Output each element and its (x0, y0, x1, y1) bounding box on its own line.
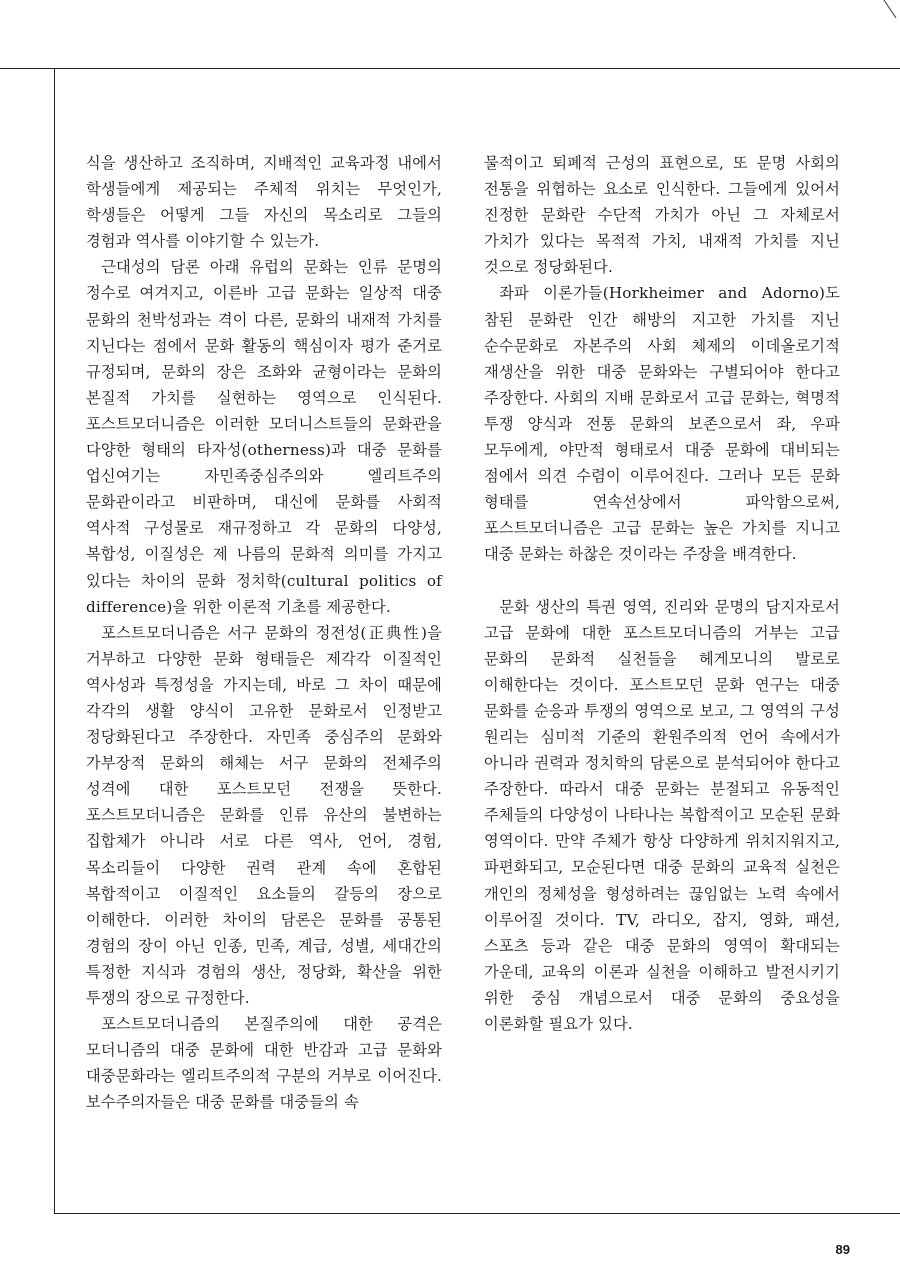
corner-crop-mark (882, 0, 898, 20)
paragraph: 포스트모더니즘의 본질주의에 대한 공격은 모더니즘의 대중 문화에 대한 반감과 고급 문화와 대중문화라는 엘리트주의적 구분의 거부로 이어진다. 보수주의자들은 대중 문화를 대중들의 속 (86, 1015, 442, 1112)
left-rule (54, 68, 55, 1213)
page-number: 89 (835, 1242, 850, 1257)
paragraph: 좌파 이론가들(Horkheimer and Adorno)도 참된 문화란 인간 해방의 지고한 가치를 지닌 순수문화로 자본주의 사회 체제의 이데올로기적 재생산을 위한 대중 문화와는 구별되어야 한다고 주장한다. 사회의 지배 문화로서 고급 문화는, 혁명적 투쟁 양식과 전통 문화의 보존으로서 좌, 우파 모두에게, 야만적 형태로서 대중 문화에 대비되는 점에서 의견 수렴이 이루어진다. 그러나 모든 문화 형태를 연속선상에서 파악함으로써, 포스트모더니즘은 고급 문화는 높은 가치를 지니고 대중 문화는 하찮은 것이라는 주장을 배격한다. (484, 284, 840, 564)
left-text-column (86, 150, 442, 1115)
paragraph: 물적이고 퇴폐적 근성의 표현으로, 또 문명 사회의 전통을 위협하는 요소로 인식한다. 그들에게 있어서 진정한 문화란 수단적 가치가 아닌 그 자체로서 가치가 있다는 목적적 가치, 내재적 가치를 지닌 것으로 정당화된다. (484, 154, 840, 277)
right-text-column (484, 150, 840, 1037)
paragraph: 문화 생산의 특권 영역, 진리와 문명의 담지자로서 고급 문화에 대한 포스트모더니즘의 거부는 고급 문화의 문화적 실천들을 헤게모니의 발로로 이해한다는 것이다. 포스트모던 문화 연구는 대중 문화를 순응과 투쟁의 영역으로 보고, 그 영역의 구성 원리는 심미적 기준의 환원주의적 언어 속에서가 아니라 권력과 정치학의 담론으로 분석되어야 한다고 주장한다. 따라서 대중 문화는 분절되고 유동적인 주체들의 다양성이 나타나는 복합적이고 모순된 문화 영역이다. 만약 주체가 항상 다양하게 위치지워지고, 파편화되고, 모순된다면 대중 문화의 교육적 실천은 개인의 정체성을 형성하려는 끊임없는 노력 속에서 이루어질 것이다. TV, 라디오, 잡지, 영화, 패션, 스포츠 등과 같은 대중 문화의 영역이 확대되는 가운데, 교육의 이론과 실천을 이해하고 발전시키기 위한 중심 개념으로서 대중 문화의 중요성을 이론화할 필요가 있다. (484, 597, 840, 1033)
paragraph: 식을 생산하고 조직하며, 지배적인 교육과정 내에서 학생들에게 제공되는 주체적 위치는 무엇인가, 학생들은 어떻게 그들 자신의 목소리로 그들의 경험과 역사를 이야기할 수 있는가. (86, 154, 442, 251)
paragraph: 근대성의 담론 아래 유럽의 문화는 인류 문명의 정수로 여겨지고, 이른바 고급 문화는 일상적 대중 문화의 천박성과는 격이 다른, 문화의 내재적 가치를 지닌다는 점에서 문화 활동의 핵심이자 평가 준거로 규정되며, 문화의 장은 조화와 균형이라는 문화의 본질적 가치를 실현하는 영역으로 인식된다. 포스트모더니즘은 이러한 모더니스트들의 문화관을 다양한 형태의 타자성(otherness)과 대중 문화를 업신여기는 자민족중심주의와 엘리트주의 문화관이라고 비판하며, 대신에 문화를 사회적 역사적 구성물로 재규정하고 각 문화의 다양성, 복합성, 이질성은 제 나름의 문화적 의미를 가지고 있다는 차이의 문화 정치학(cultural politics of difference)을 위한 이론적 기초를 제공한다. (86, 258, 442, 616)
top-rule (0, 68, 900, 69)
paragraph: 포스트모더니즘은 서구 문화의 정전성(正典性)을 거부하고 다양한 문화 형태들은 제각각 이질적인 역사성과 특정성을 가지는데, 바로 그 차이 때문에 각각의 생활 양식이 고유한 문화로서 인정받고 정당화된다고 주장한다. 자민족 중심주의 문화와 가부장적 문화의 해체는 서구 문화의 전체주의 성격에 대한 포스트모던 전쟁을 뜻한다. 포스트모더니즘은 문화를 인류 유산의 불변하는 집합체가 아니라 서로 다른 역사, 언어, 경험, 목소리들이 다양한 권력 관계 속에 혼합된 복합적이고 이질적인 요소들의 갈등의 장으로 이해한다. 이러한 차이의 담론은 문화를 공통된 경험의 장이 아닌 인종, 민족, 계급, 성별, 세대간의 특정한 지식과 경험의 생산, 정당화, 확산을 위한 투쟁의 장으로 규정한다. (86, 623, 442, 1007)
bottom-rule (54, 1213, 900, 1214)
